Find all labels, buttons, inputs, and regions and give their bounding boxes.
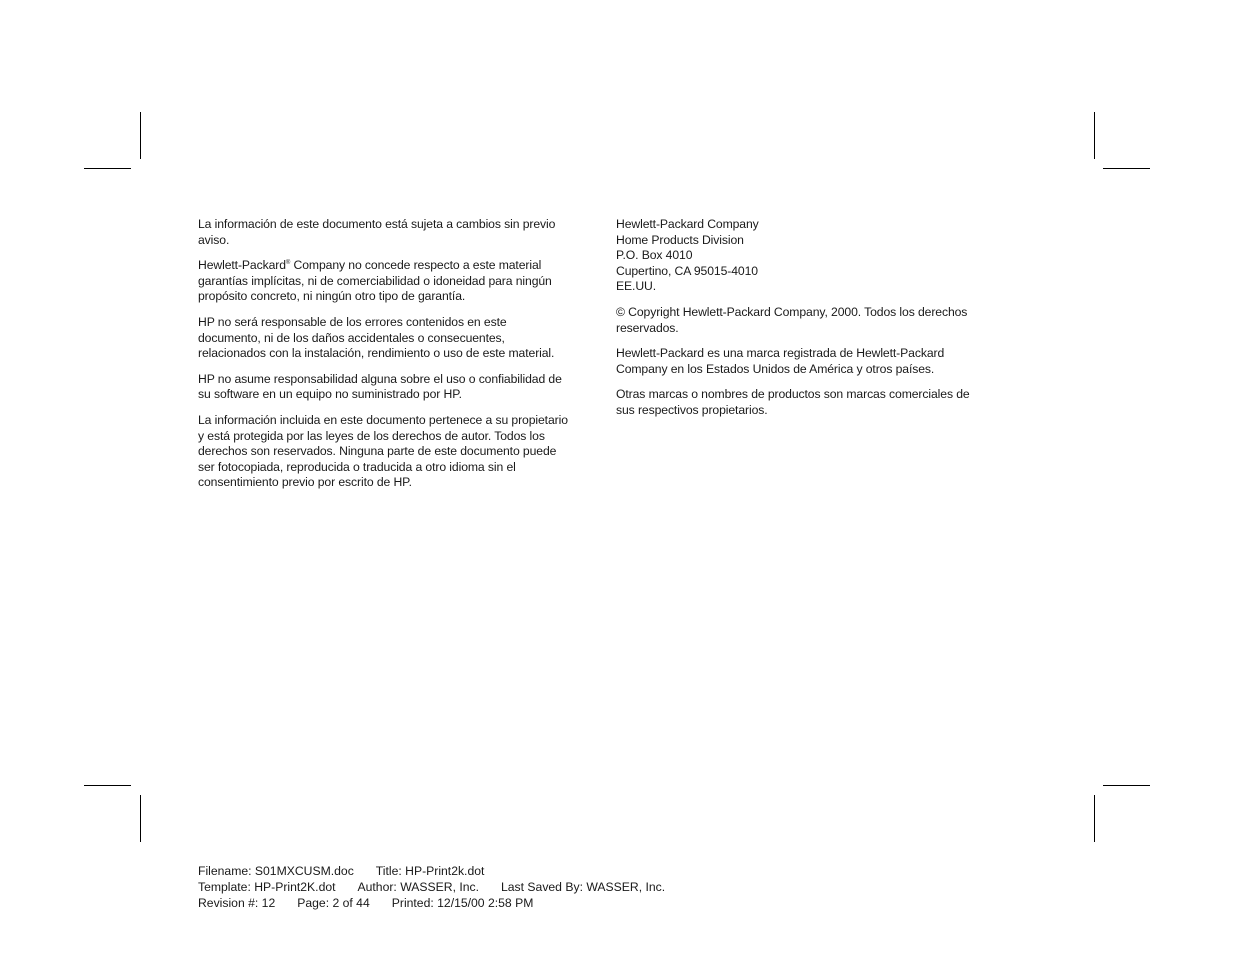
footer-row: [198, 895, 665, 911]
footer-filename: Filename: S01MXCUSM.doc: [198, 864, 354, 878]
crop-mark-top-left-horizontal: [84, 168, 131, 169]
company-info-column: [616, 217, 991, 429]
crop-mark-bottom-right-horizontal: [1103, 785, 1150, 786]
crop-mark-top-right-vertical: [1094, 112, 1095, 159]
software-paragraph: HP no asume responsabilidad alguna sobre el uso o confiabilidad de su software en un equipo no suministrado por HP.: [198, 371, 562, 402]
footer-row: [198, 879, 665, 895]
footer-printed: Printed: 12/15/00 2:58 PM: [391, 896, 534, 910]
change-notice-paragraph: La información de este documento está sujeta a cambios sin previo aviso.: [198, 217, 556, 247]
footer-title: Title: HP-Print2k.dot: [375, 864, 485, 878]
trademark-paragraph: Hewlett-Packard es una marca registrada de Hewlett-Packard Company en los Estados Unidos de América y otros países.: [616, 346, 945, 376]
footer-template: Template: HP-Print2K.dot: [198, 880, 336, 894]
warranty-paragraph: [198, 258, 570, 305]
address-line: P.O. Box 4010: [616, 248, 693, 263]
crop-mark-bottom-left-vertical: [140, 795, 141, 842]
footer-author: Author: WASSER, Inc.: [357, 880, 479, 894]
company-address: [616, 217, 991, 295]
liability-paragraph: HP no será responsable de los errores contenidos en este documento, ni de los daños accidentales o consecuentes, relacionados con la instalación, rendimiento o uso de este material.: [198, 314, 555, 361]
crop-mark-bottom-right-vertical: [1094, 795, 1095, 842]
document-footer: [198, 863, 665, 911]
footer-page: Page: 2 of 44: [297, 896, 370, 910]
footer-revision: Revision #: 12: [198, 896, 276, 910]
footer-row: [198, 863, 665, 879]
copyright-paragraph: © Copyright Hewlett-Packard Company, 2000. Todos los derechos reservados.: [616, 304, 968, 335]
other-marks-paragraph: Otras marcas o nombres de productos son marcas comerciales de sus respectivos propietarios.: [616, 387, 970, 417]
crop-mark-top-left-vertical: [140, 112, 141, 159]
address-line: Hewlett-Packard Company: [616, 217, 759, 231]
legal-notice-column: [198, 217, 570, 501]
warranty-text: Company no concede respecto a este material garantías implícitas, ni de comerciabilidad o idoneidad para ningún propósito concreto, ni ningún otro tipo de garantía.: [198, 258, 552, 304]
address-line: Cupertino, CA 95015-4010: [616, 263, 758, 278]
footer-last-saved: Last Saved By: WASSER, Inc.: [500, 880, 666, 894]
crop-mark-top-right-horizontal: [1103, 168, 1150, 169]
address-line: Home Products Division: [616, 232, 744, 247]
crop-mark-bottom-left-horizontal: [84, 785, 131, 786]
brand-name: Hewlett-Packard: [198, 258, 286, 273]
address-line: EE.UU.: [616, 279, 657, 294]
registered-mark: ®: [285, 260, 291, 267]
copyright-law-paragraph: La información incluida en este documento pertenece a su propietario y está protegida por las leyes de los derechos de autor. Todos los derechos son reservados. Ninguna parte de este documento puede ser fotocopiada, reproducida o traducida a otro idioma sin el consentimiento previo por escrito de HP.: [198, 412, 568, 490]
